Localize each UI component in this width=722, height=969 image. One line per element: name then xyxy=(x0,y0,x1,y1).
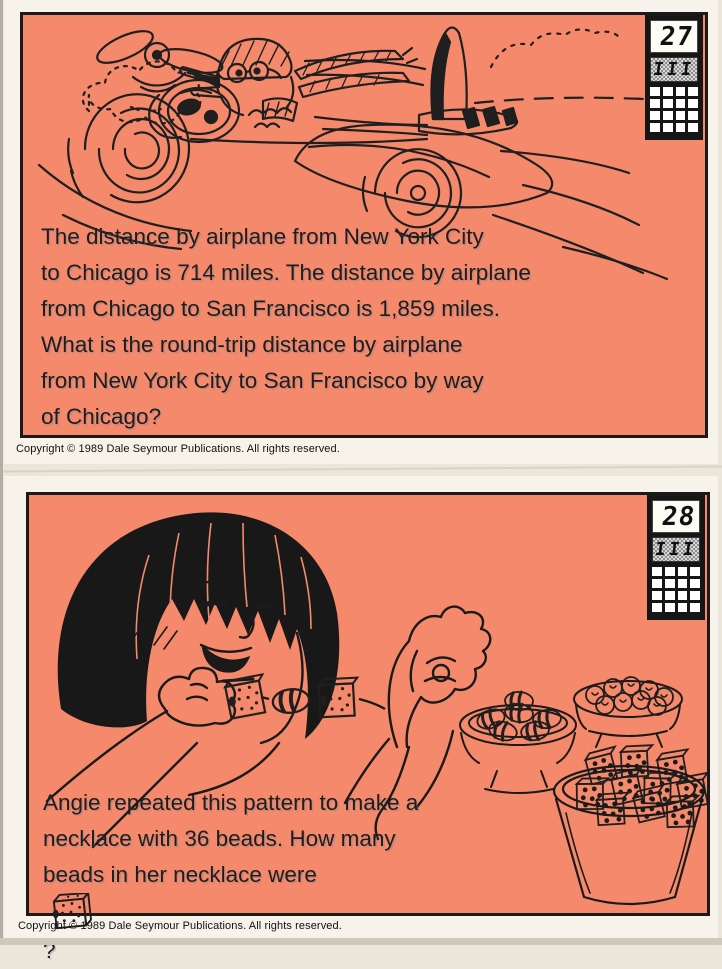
problem-text-line: to Chicago is 714 miles. The distance by airplane xyxy=(41,260,531,285)
scarf xyxy=(295,48,417,97)
calculator-key xyxy=(663,111,673,120)
propeller-spinning xyxy=(68,94,189,202)
problem-text-line: from New York City to San Francisco by way xyxy=(41,368,484,393)
calculator-key xyxy=(665,579,675,588)
bead-bowl-round xyxy=(574,677,682,747)
problem-text xyxy=(41,219,531,435)
cockpit xyxy=(149,80,291,142)
problem-text-line: What is the round-trip distance by airplane xyxy=(41,332,463,357)
calculator-key xyxy=(678,579,688,588)
problem-text-line: necklace with 36 beads. How many xyxy=(43,826,396,851)
calculator-number: 27 xyxy=(657,21,695,52)
calculator-key xyxy=(676,99,686,108)
bead-bowl-striped xyxy=(460,692,576,793)
calculator-key xyxy=(688,111,698,120)
problem-text-fragment: beads in her necklace were xyxy=(43,862,317,887)
calculator-logo: III xyxy=(651,59,697,80)
calculator-display xyxy=(652,500,700,533)
problem-text-line: The distance by airplane from New York City xyxy=(41,224,484,249)
problem-text-line xyxy=(43,857,418,969)
copyright-notice: Copyright © 1989 Dale Seymour Publications. All rights reserved. xyxy=(18,920,342,932)
problem-card-28 xyxy=(4,476,718,963)
calculator-key xyxy=(678,591,688,600)
calculator-display xyxy=(650,20,698,53)
calculator-key xyxy=(690,567,700,576)
calculator-key xyxy=(665,567,675,576)
problem-text-line: from Chicago to San Francisco is 1,859 miles. xyxy=(41,296,500,321)
calculator-key xyxy=(650,87,660,96)
smoke-trail-icon xyxy=(475,29,643,103)
bead-cup-cubes xyxy=(554,743,707,904)
calculator-key xyxy=(652,579,662,588)
calculator-key xyxy=(688,123,698,132)
calculator-key xyxy=(665,603,675,612)
calculator-key xyxy=(650,111,660,120)
calculator-key xyxy=(652,591,662,600)
problem-text-line: Angie repeated this pattern to make a xyxy=(43,790,419,815)
problem-text-line: of Chicago? xyxy=(41,404,162,429)
scan-crease xyxy=(0,465,722,472)
calculator-key xyxy=(663,99,673,108)
copyright-notice: Copyright © 1989 Dale Seymour Publications. All rights reserved. xyxy=(16,443,340,455)
calculator-key xyxy=(688,87,698,96)
calculator-key xyxy=(652,603,662,612)
calculator-key xyxy=(678,603,688,612)
calculator-number: 28 xyxy=(659,501,697,532)
calculator-key xyxy=(650,99,660,108)
calculator-keypad xyxy=(650,87,698,132)
card-27-panel xyxy=(20,12,708,438)
calculator-key xyxy=(676,111,686,120)
calculator-key xyxy=(676,87,686,96)
problem-card-27 xyxy=(4,0,718,464)
calculator-key xyxy=(690,579,700,588)
calculator-keypad xyxy=(652,567,700,612)
calculator-icon xyxy=(645,15,703,140)
calculator-key xyxy=(678,567,688,576)
calculator-key xyxy=(676,123,686,132)
bead-string xyxy=(225,674,385,719)
calculator-key xyxy=(690,603,700,612)
calculator-logo: III xyxy=(653,539,699,560)
calculator-key xyxy=(665,591,675,600)
calculator-key xyxy=(690,591,700,600)
problem-text-fragment: ? xyxy=(43,938,56,963)
problem-text xyxy=(43,785,418,969)
calculator-key xyxy=(688,99,698,108)
tail-fin xyxy=(419,28,517,135)
calculator-key xyxy=(663,123,673,132)
calculator-icon xyxy=(647,495,705,620)
calculator-key xyxy=(663,87,673,96)
calculator-key xyxy=(650,123,660,132)
calculator-key xyxy=(652,567,662,576)
